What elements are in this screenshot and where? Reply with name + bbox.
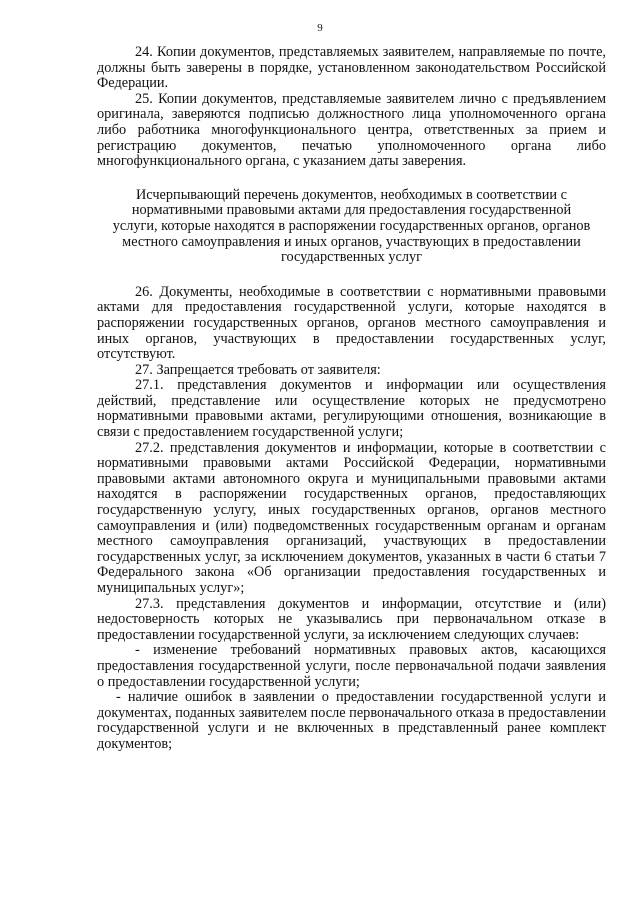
list-item-bullet-1: - изменение требований нормативных правовых актов, касающихся предоставления государственной услуги, после первоначальной подачи заявления о предоставлении государственной услуги;	[97, 642, 606, 690]
page-number: 9	[317, 22, 323, 34]
list-item-bullet-2: - наличие ошибок в заявлении о предоставлении государственной услуги и документах, поданных заявителем после первоначального отказа в предоставлении государственной услуги и не включенных в представленный ранее комплект документов;	[97, 689, 606, 752]
paragraph-27: 27. Запрещается требовать от заявителя:	[135, 361, 381, 378]
paragraph-26: 26. Документы, необходимые в соответствии с нормативными правовыми актами для предоставления государственной услуги, которые находятся в распоряжении государственных органов, органов местного самоуправления и иных органов, участвующих в предоставлении государственных услуг, отсутствуют.	[97, 283, 606, 363]
document-body	[97, 45, 606, 753]
paragraph-27-3: 27.3. представления документов и информации, отсутствие и (или) недостоверность которых не указывались при первоначальном отказе в предоставлении государственной услуги, за исключением следующих случаев:	[97, 595, 606, 643]
paragraph-27-2: 27.2. представления документов и информации, которые в соответствии с нормативными правовыми актами Российской Федерации, нормативными правовыми актами автономного округа и муниципальными правовыми актами находятся в распоряжении государственных органов, предоставляющих государственную услугу, иных государственных органов, органов местного самоуправления и (или) подведомственных государственным органам и органам местного самоуправления организаций, участвующих в предоставлении государственных услуг, за исключением документов, указанных в части 6 статьи 7 Федерального закона «Об организации предоставления государственных и муниципальных услуг»;	[97, 439, 606, 596]
section-heading: Исчерпывающий перечень документов, необходимых в соответствии с нормативными правовыми актами для предоставления государственной услуги, которые находятся в распоряжении государственных органов, органов местного самоуправления и иных органов, участвующих в предоставлении государственных услуг	[112, 186, 591, 266]
paragraph-25: 25. Копии документов, представляемые заявителем лично с предъявлением оригинала, заверяются подписью должностного лица уполномоченного органа либо работника многофункционального центра, ответственных за прием и регистрацию документов, печатью уполномоченного органа либо многофункционального органа, с указанием даты заверения.	[97, 90, 606, 170]
paragraph-24: 24. Копии документов, представляемых заявителем, направляемые по почте, должны быть заверены в порядке, установленном законодательством Российской Федерации.	[97, 44, 606, 92]
paragraph-27-1: 27.1. представления документов и информации или осуществления действий, представление или осуществление которых не предусмотрено нормативными правовыми актами, регулирующими отношения, возникающие в связи с предоставлением государственной услуги;	[97, 377, 606, 441]
